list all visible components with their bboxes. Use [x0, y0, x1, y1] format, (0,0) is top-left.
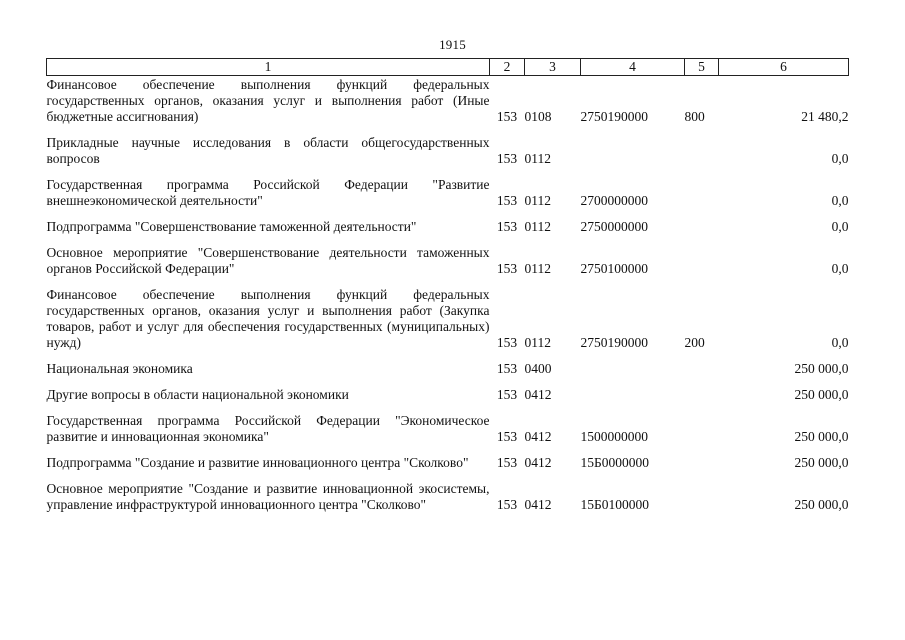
header-col-3: 3	[525, 59, 581, 76]
row-amount: 0,0	[831, 219, 849, 234]
row-section-code: 0412	[524, 497, 552, 512]
row-name: Государственная программа Российской Федерации "Экономическое развитие и инновационная экономика"	[46, 413, 490, 444]
row-target-code: 15Б0000000	[580, 455, 650, 470]
table-row	[47, 125, 849, 167]
table-row	[47, 235, 849, 277]
header-row	[47, 59, 849, 76]
table-row	[47, 351, 849, 377]
row-amount: 250 000,0	[794, 361, 849, 376]
row-expense-type	[685, 471, 719, 513]
row-expense-type: 200	[684, 335, 705, 350]
row-name: Финансовое обеспечение выполнения функций федеральных государственных органов, оказания услуг и выполнения работ (Закупка товаров, работ и услуг для обеспечения государственных (муниципальных) нужд)	[46, 287, 490, 350]
row-target-code	[581, 351, 685, 377]
table-body	[47, 76, 849, 514]
row-ministry-code: 153	[496, 361, 518, 376]
row-section-code: 0400	[524, 361, 552, 376]
row-section-code: 0108	[524, 109, 552, 124]
row-expense-type	[685, 125, 719, 167]
row-section-code: 0112	[524, 335, 551, 350]
row-amount: 0,0	[831, 261, 849, 276]
row-name: Национальная экономика	[46, 361, 193, 376]
header-col-5: 5	[685, 59, 719, 76]
header-col-4: 4	[581, 59, 685, 76]
row-target-code: 2750100000	[580, 261, 648, 276]
row-target-code	[581, 125, 685, 167]
row-name: Подпрограмма "Совершенствование таможенной деятельности"	[46, 219, 417, 234]
row-name: Финансовое обеспечение выполнения функций федеральных государственных органов, оказания услуг и выполнения работ (Иные бюджетные ассигнования)	[46, 77, 490, 124]
row-amount: 250 000,0	[794, 429, 849, 444]
row-amount: 250 000,0	[794, 497, 849, 512]
row-section-code: 0112	[524, 193, 551, 208]
row-name: Государственная программа Российской Федерации "Развитие внешнеэкономической деятельности"	[46, 177, 490, 208]
page-number: 1915	[439, 37, 466, 52]
row-ministry-code: 153	[496, 109, 518, 124]
row-expense-type	[685, 403, 719, 445]
row-ministry-code: 153	[496, 219, 518, 234]
table-row	[47, 277, 849, 351]
row-target-code: 1500000000	[580, 429, 648, 444]
budget-table	[46, 58, 849, 513]
row-section-code: 0412	[524, 429, 552, 444]
row-target-code: 2700000000	[580, 193, 648, 208]
row-ministry-code: 153	[496, 335, 518, 350]
row-name: Прикладные научные исследования в области общегосударственных вопросов	[46, 135, 490, 166]
row-expense-type	[685, 445, 719, 471]
row-amount: 0,0	[831, 193, 849, 208]
row-expense-type: 800	[684, 109, 705, 124]
row-section-code: 0112	[524, 151, 551, 166]
table-row	[47, 445, 849, 471]
header-col-6: 6	[719, 59, 849, 76]
row-ministry-code: 153	[496, 429, 518, 444]
table-row	[47, 209, 849, 235]
header-col-2: 2	[490, 59, 525, 76]
table-row	[47, 403, 849, 445]
row-ministry-code: 153	[496, 151, 518, 166]
row-target-code: 2750000000	[580, 219, 648, 234]
row-ministry-code: 153	[496, 261, 518, 276]
row-name: Подпрограмма "Создание и развитие инновационного центра "Сколково"	[46, 455, 469, 470]
row-expense-type	[685, 235, 719, 277]
row-section-code: 0412	[524, 387, 552, 402]
header-col-1: 1	[47, 59, 490, 76]
row-ministry-code: 153	[496, 497, 518, 512]
row-target-code: 2750190000	[580, 335, 648, 350]
table-header	[47, 59, 849, 76]
row-name: Другие вопросы в области национальной экономики	[46, 387, 349, 402]
row-name: Основное мероприятие "Совершенствование деятельности таможенных органов Российской Федерации"	[46, 245, 490, 276]
row-ministry-code: 153	[496, 193, 518, 208]
row-ministry-code: 153	[496, 455, 518, 470]
row-expense-type	[685, 377, 719, 403]
row-ministry-code: 153	[496, 387, 518, 402]
row-target-code: 2750190000	[580, 109, 648, 124]
row-amount: 250 000,0	[794, 387, 849, 402]
row-expense-type	[685, 351, 719, 377]
row-target-code	[581, 377, 685, 403]
row-amount: 0,0	[831, 335, 849, 350]
table-row	[47, 76, 849, 126]
row-expense-type	[685, 167, 719, 209]
row-section-code: 0412	[524, 455, 552, 470]
row-amount: 250 000,0	[794, 455, 849, 470]
row-name: Основное мероприятие "Создание и развитие инновационной экосистемы, управление инфраструктурой инновационного центра "Сколково"	[46, 481, 490, 512]
table-row	[47, 377, 849, 403]
row-section-code: 0112	[524, 261, 551, 276]
row-expense-type	[685, 209, 719, 235]
row-amount: 21 480,2	[801, 109, 849, 124]
row-section-code: 0112	[524, 219, 551, 234]
table-row	[47, 167, 849, 209]
row-target-code: 15Б0100000	[580, 497, 650, 512]
table-row	[47, 471, 849, 513]
row-amount: 0,0	[831, 151, 849, 166]
